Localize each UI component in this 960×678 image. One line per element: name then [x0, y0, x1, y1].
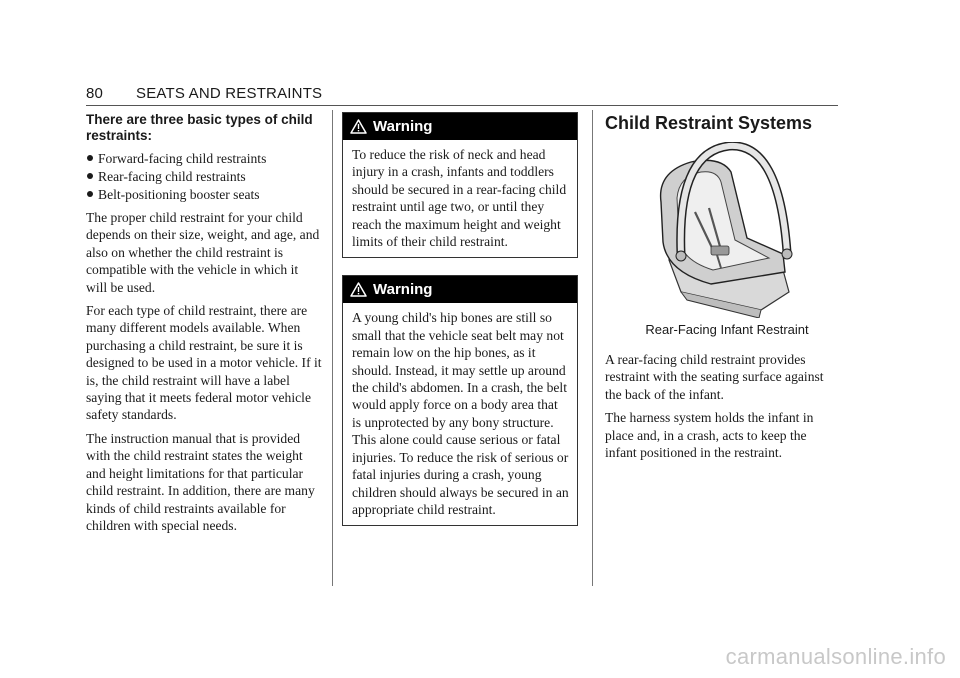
section-title: SEATS AND RESTRAINTS: [136, 85, 323, 102]
infant-seat-illustration: [651, 142, 801, 318]
paragraph: The harness system holds the infant in place and, in a crash, acts to keep the infant positioned in the restraint.: [605, 410, 814, 461]
paragraph: The instruction manual that is provided with the child restraint states the weight and height limitations for that particular child restraint. In addition, there are many kinds of child restraints available for children with special needs.: [86, 430, 315, 533]
column-1: [86, 112, 322, 540]
warning-box: [342, 112, 578, 258]
warning-header: [343, 113, 577, 140]
page-header: [86, 83, 838, 106]
warning-triangle-icon: [350, 282, 367, 297]
column-3: [605, 112, 839, 467]
section-heading: Child Restraint Systems: [605, 113, 813, 133]
bullet-icon: [87, 191, 93, 197]
page-number: 80: [86, 85, 104, 102]
paragraph: A rear-facing child restraint provides restraint with the seating surface against the back of the infant.: [605, 352, 824, 402]
intro-lead: There are three basic types of child restraints:: [86, 112, 313, 143]
warning-title: Warning: [373, 281, 433, 299]
paragraph: The proper child restraint for your child depends on their size, weight, and age, and also on whether the child restraint is compatible with the vehicle in which it will be used.: [86, 210, 320, 295]
watermark: carmanualsonline.info: [725, 644, 946, 669]
warning-title: Warning: [373, 118, 433, 135]
list-item: Rear-facing child restraints: [86, 168, 322, 186]
bullet-icon: [87, 173, 93, 179]
warning-header: [343, 276, 577, 303]
column-divider-1: [332, 110, 333, 586]
list-item: Forward-facing child restraints: [86, 150, 322, 168]
infant-seat-figure: [605, 142, 839, 318]
warning-text: To reduce the risk of neck and head injury in a crash, infants and toddlers should be secured in a rear-facing child restraint until age two, or until they reach the maximum height and weight limits of their child restraint.: [352, 147, 567, 250]
warning-text: A young child's hip bones are still so small that the vehicle seat belt may not remain low on the hip bones, as it should. Instead, it may settle up around the child's abdomen. In a crash, the belt would apply force on a body area that is unprotected by any bony structure. This alone could cause serious or fatal injuries. To reduce the risk of serious or fatal injuries during a crash, young children should always be secured in an appropriate child restraint.: [352, 310, 569, 517]
paragraph: For each type of child restraint, there are many different models available. When purchasing a child restraint, be sure it is designed to be used in a motor vehicle. If it is, the child restraint will have a label saying that it meets federal motor vehicle safety standards.: [86, 303, 322, 423]
restraint-types-list: [86, 150, 322, 204]
warning-triangle-icon: [350, 119, 367, 134]
column-divider-2: [592, 110, 593, 586]
warning-box: [342, 275, 578, 526]
bullet-icon: [87, 155, 93, 161]
list-item: Belt-positioning booster seats: [86, 186, 322, 204]
figure-caption: Rear-Facing Infant Restraint: [645, 322, 809, 337]
column-2: [342, 112, 578, 543]
